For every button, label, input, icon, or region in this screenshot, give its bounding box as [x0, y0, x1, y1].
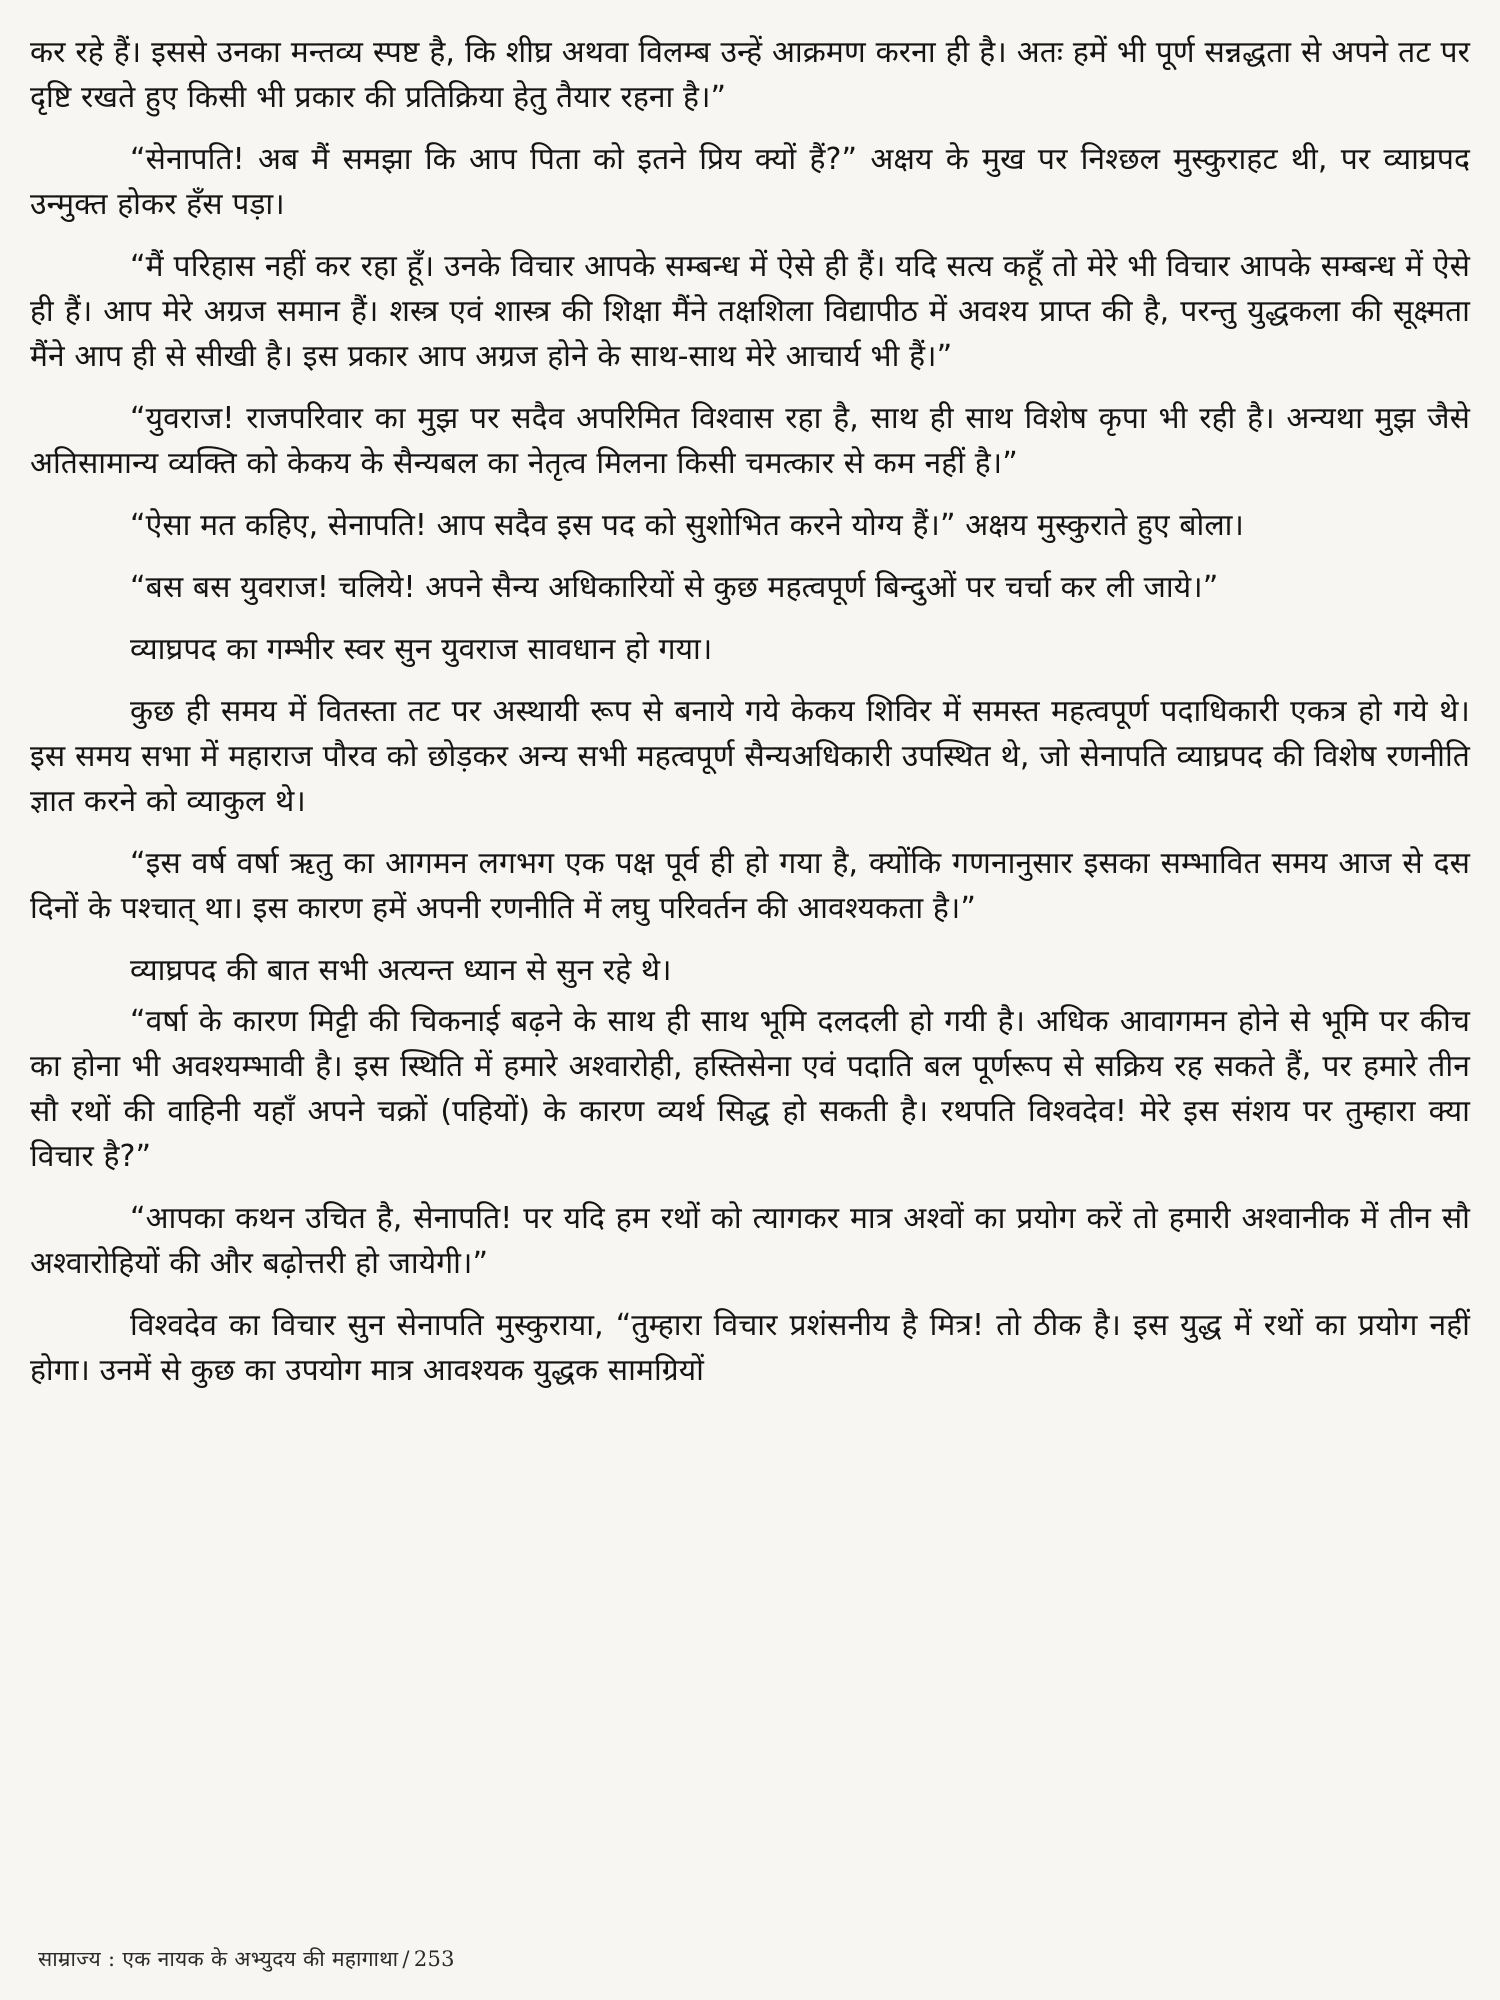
paragraph-10: व्याघ्रपद की बात सभी अत्यन्त ध्यान से सुन रहे थे। — [130, 953, 672, 988]
footer-separator: / — [402, 1947, 410, 1971]
page-footer — [38, 1945, 455, 1973]
paragraph-11: “वर्षा के कारण मिट्टी की चिकनाई बढ़ने के साथ ही साथ भूमि दलदली हो गयी है। अधिक आवागमन होने से भूमि पर कीच का होना भी अवश्यम्भावी है। इस स्थिति में हमारे अश्वारोही, हस्तिसेना एवं पदाति बल पूर्णरूप से सक्रिय रह सकते हैं, पर हमारे तीन सौ रथों की वाहिनी यहाँ अपने चक्रों (पहियों) के कारण व्यर्थ सिद्ध हो सकती है। रथपति विश्वदेव! मेरे इस संशय पर तुम्हारा क्या विचार है?” — [30, 1004, 1470, 1174]
paragraph-5: “ऐसा मत कहिए, सेनापति! आप सदैव इस पद को सुशोभित करने योग्य हैं।” अक्षय मुस्कुराते हुए बोला। — [130, 508, 1245, 543]
book-title: साम्राज्य : एक नायक के अभ्युदय की महागाथा — [38, 1947, 399, 1971]
paragraph-6: “बस बस युवराज! चलिये! अपने सैन्य अधिकारियों से कुछ महत्वपूर्ण बिन्दुओं पर चर्चा कर ली जाये।” — [130, 570, 1219, 605]
paragraph-3: “मैं परिहास नहीं कर रहा हूँ। उनके विचार आपके सम्बन्ध में ऐसे ही हैं। यदि सत्य कहूँ तो मेरे भी विचार आपके सम्बन्ध में ऐसे ही हैं। आप मेरे अग्रज समान हैं। शस्त्र एवं शास्त्र की शिक्षा मैंने तक्षशिला विद्यापीठ में अवश्य प्राप्त की है, परन्तु युद्धकला की सूक्ष्मता मैंने आप ही से सीखी है। इस प्रकार आप अग्रज होने के साथ-साथ मेरे आचार्य भी हैं।” — [30, 249, 1470, 374]
page-body — [30, 30, 1470, 1920]
paragraph-13: विश्वदेव का विचार सुन सेनापति मुस्कुराया, “तुम्हारा विचार प्रशंसनीय है मित्र! तो ठीक है। इस युद्ध में रथों का प्रयोग नहीं होगा। उनमें से कुछ का उपयोग मात्र आवश्यक युद्धक सामग्रियों — [30, 1308, 1470, 1388]
paragraph-9: “इस वर्ष वर्षा ऋतु का आगमन लगभग एक पक्ष पूर्व ही हो गया है, क्योंकि गणनानुसार इसका सम्भावित समय आज से दस दिनों के पश्चात् था। इस कारण हमें अपनी रणनीति में लघु परिवर्तन की आवश्यकता है।” — [30, 846, 1470, 926]
paragraph-4: “युवराज! राजपरिवार का मुझ पर सदैव अपरिमित विश्वास रहा है, साथ ही साथ विशेष कृपा भी रही है। अन्यथा मुझ जैसे अतिसामान्य व्यक्ति को केकय के सैन्यबल का नेतृत्व मिलना किसी चमत्कार से कम नहीं है।” — [30, 401, 1470, 481]
paragraph-1: कर रहे हैं। इससे उनका मन्तव्य स्पष्ट है, कि शीघ्र अथवा विलम्ब उन्हें आक्रमण करना ही है। अतः हमें भी पूर्ण सन्नद्धता से अपने तट पर दृष्टि रखते हुए किसी भी प्रकार की प्रतिक्रिया हेतु तैयार रहना है।” — [30, 35, 1470, 115]
paragraph-8: कुछ ही समय में वितस्ता तट पर अस्थायी रूप से बनाये गये केकय शिविर में समस्त महत्वपूर्ण पदाधिकारी एकत्र हो गये थे। इस समय सभा में महाराज पौरव को छोड़कर अन्य सभी महत्वपूर्ण सैन्यअधिकारी उपस्थित थे, जो सेनापति व्याघ्रपद की विशेष रणनीति ज्ञात करने को व्याकुल थे। — [30, 694, 1470, 819]
page-number: 253 — [413, 1947, 455, 1971]
paragraph-7: व्याघ्रपद का गम्भीर स्वर सुन युवराज सावधान हो गया। — [130, 632, 713, 667]
paragraph-12: “आपका कथन उचित है, सेनापति! पर यदि हम रथों को त्यागकर मात्र अश्वों का प्रयोग करें तो हमारी अश्वानीक में तीन सौ अश्वारोहियों की और बढ़ोत्तरी हो जायेगी।” — [30, 1201, 1470, 1281]
paragraph-2: “सेनापति! अब मैं समझा कि आप पिता को इतने प्रिय क्यों हैं?” अक्षय के मुख पर निश्छल मुस्कुराहट थी, पर व्याघ्रपद उन्मुक्त होकर हँस पड़ा। — [30, 142, 1470, 222]
